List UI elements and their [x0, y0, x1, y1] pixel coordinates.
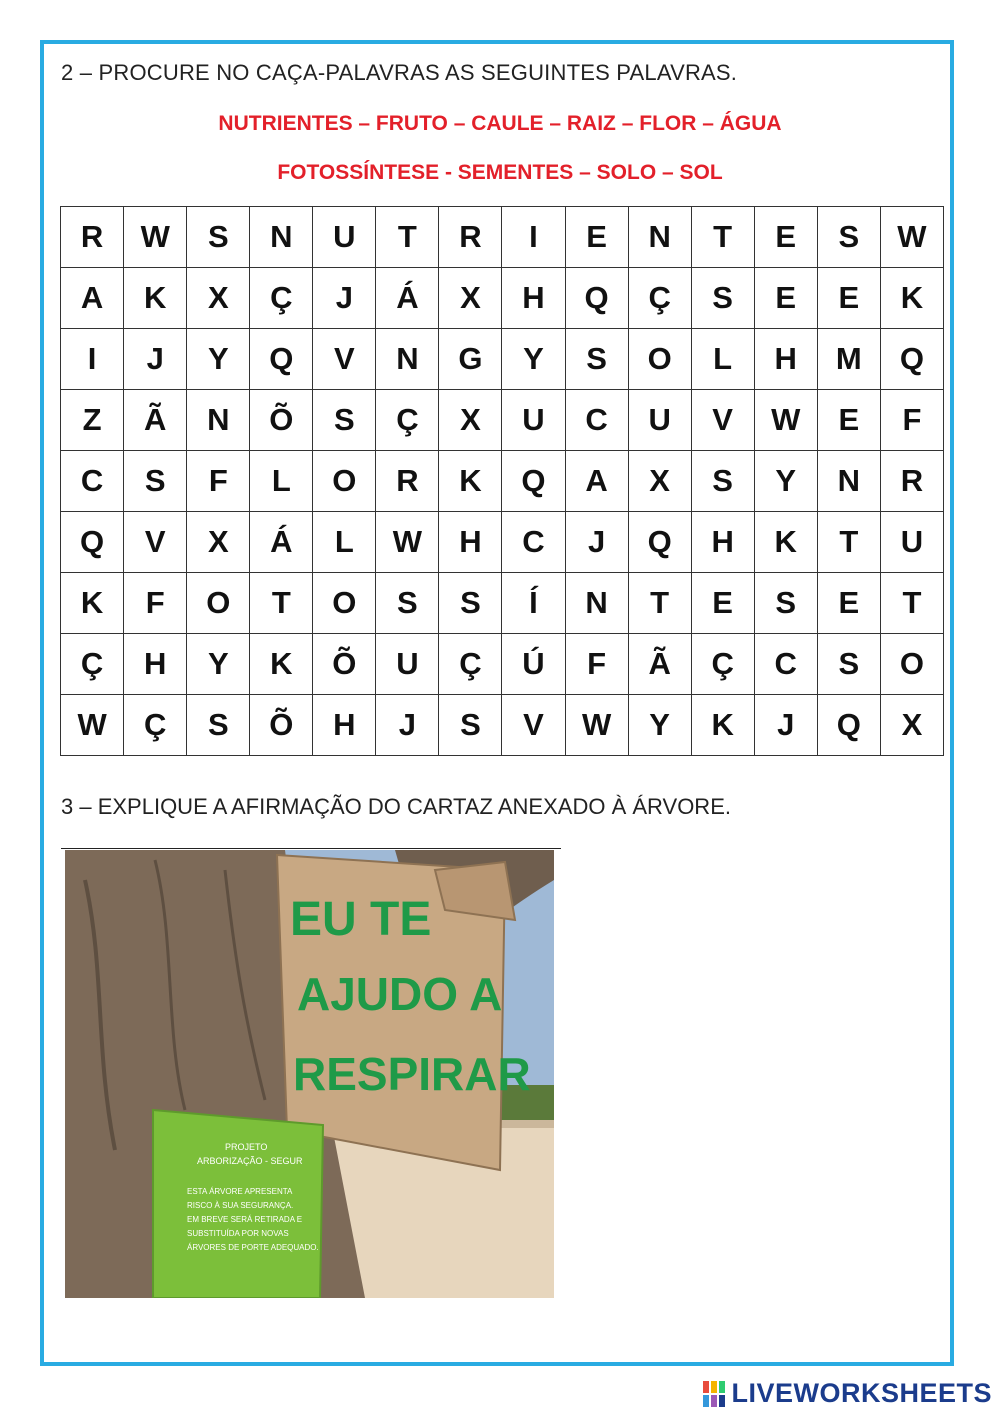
- answer-line[interactable]: [61, 848, 561, 849]
- plaque-body-2: RISCO À SUA SEGURANÇA.: [187, 1201, 294, 1210]
- grid-cell[interactable]: T: [250, 573, 313, 634]
- grid-cell[interactable]: T: [691, 207, 754, 268]
- grid-cell[interactable]: Ã: [628, 634, 691, 695]
- grid-cell[interactable]: E: [565, 207, 628, 268]
- grid-row: [61, 451, 944, 512]
- grid-cell[interactable]: A: [61, 268, 124, 329]
- grid-cell[interactable]: N: [376, 329, 439, 390]
- grid-cell[interactable]: U: [502, 390, 565, 451]
- grid-cell[interactable]: N: [187, 390, 250, 451]
- grid-cell[interactable]: H: [313, 695, 376, 756]
- plaque-body-4: SUBSTITUÍDA POR NOVAS: [187, 1229, 289, 1238]
- grid-cell[interactable]: K: [61, 573, 124, 634]
- grid-row: [61, 390, 944, 451]
- grid-cell[interactable]: U: [313, 207, 376, 268]
- grid-cell[interactable]: N: [817, 451, 880, 512]
- grid-cell[interactable]: J: [565, 512, 628, 573]
- grid-cell[interactable]: S: [565, 329, 628, 390]
- grid-cell[interactable]: J: [313, 268, 376, 329]
- grid-cell[interactable]: Ç: [376, 390, 439, 451]
- grid-cell[interactable]: O: [628, 329, 691, 390]
- grid-cell[interactable]: X: [187, 268, 250, 329]
- grid-cell[interactable]: T: [628, 573, 691, 634]
- grid-cell[interactable]: N: [628, 207, 691, 268]
- grid-cell[interactable]: J: [754, 695, 817, 756]
- grid-cell[interactable]: W: [754, 390, 817, 451]
- grid-cell[interactable]: E: [754, 268, 817, 329]
- grid-cell[interactable]: Ã: [124, 390, 187, 451]
- grid-row: [61, 573, 944, 634]
- grid-cell[interactable]: O: [313, 573, 376, 634]
- grid-cell[interactable]: S: [691, 451, 754, 512]
- grid-cell[interactable]: F: [187, 451, 250, 512]
- grid-cell[interactable]: H: [691, 512, 754, 573]
- grid-cell[interactable]: X: [439, 268, 502, 329]
- grid-cell[interactable]: U: [376, 634, 439, 695]
- question-2-prompt: 2 – PROCURE NO CAÇA-PALAVRAS AS SEGUINTES PALAVRAS.: [61, 60, 738, 85]
- grid-cell[interactable]: A: [565, 451, 628, 512]
- grid-cell[interactable]: T: [376, 207, 439, 268]
- grid-cell[interactable]: J: [376, 695, 439, 756]
- grid-cell[interactable]: W: [880, 207, 943, 268]
- grid-cell[interactable]: Ç: [124, 695, 187, 756]
- grid-cell[interactable]: Q: [61, 512, 124, 573]
- grid-cell[interactable]: Q: [817, 695, 880, 756]
- grid-cell[interactable]: C: [565, 390, 628, 451]
- grid-cell[interactable]: N: [250, 207, 313, 268]
- grid-cell[interactable]: Y: [754, 451, 817, 512]
- grid-cell[interactable]: W: [376, 512, 439, 573]
- grid-cell[interactable]: L: [691, 329, 754, 390]
- grid-cell[interactable]: M: [817, 329, 880, 390]
- grid-cell[interactable]: S: [187, 695, 250, 756]
- grid-cell[interactable]: S: [817, 634, 880, 695]
- grid-cell[interactable]: X: [187, 512, 250, 573]
- grid-cell[interactable]: S: [124, 451, 187, 512]
- grid-cell[interactable]: Z: [61, 390, 124, 451]
- grid-cell[interactable]: S: [187, 207, 250, 268]
- grid-cell[interactable]: O: [187, 573, 250, 634]
- grid-cell[interactable]: Ç: [61, 634, 124, 695]
- grid-cell[interactable]: L: [313, 512, 376, 573]
- grid-cell[interactable]: S: [691, 268, 754, 329]
- grid-cell[interactable]: Y: [628, 695, 691, 756]
- grid-cell[interactable]: S: [376, 573, 439, 634]
- sign-text-line-2: AJUDO A: [297, 968, 503, 1020]
- grid-cell[interactable]: S: [439, 695, 502, 756]
- grid-cell[interactable]: E: [691, 573, 754, 634]
- grid-cell[interactable]: Ç: [439, 634, 502, 695]
- grid-cell[interactable]: X: [628, 451, 691, 512]
- grid-cell[interactable]: T: [880, 573, 943, 634]
- word-search-grid: [60, 206, 944, 756]
- grid-cell[interactable]: Q: [250, 329, 313, 390]
- grid-cell[interactable]: L: [250, 451, 313, 512]
- grid-cell[interactable]: E: [817, 573, 880, 634]
- sign-text-line-1: EU TE: [290, 893, 432, 946]
- grid-cell[interactable]: S: [313, 390, 376, 451]
- grid-cell[interactable]: C: [61, 451, 124, 512]
- grid-cell[interactable]: S: [439, 573, 502, 634]
- grid-cell[interactable]: N: [565, 573, 628, 634]
- grid-cell[interactable]: K: [691, 695, 754, 756]
- grid-cell[interactable]: V: [691, 390, 754, 451]
- grid-cell[interactable]: U: [628, 390, 691, 451]
- grid-cell[interactable]: R: [61, 207, 124, 268]
- brand-text: LIVEWORKSHEETS: [731, 1378, 992, 1408]
- grid-cell[interactable]: Á: [376, 268, 439, 329]
- grid-row: [61, 695, 944, 756]
- grid-cell[interactable]: Y: [187, 634, 250, 695]
- grid-cell[interactable]: W: [61, 695, 124, 756]
- grid-cell[interactable]: K: [124, 268, 187, 329]
- grid-cell[interactable]: O: [313, 451, 376, 512]
- grid-cell[interactable]: I: [61, 329, 124, 390]
- grid-cell[interactable]: K: [754, 512, 817, 573]
- grid-cell[interactable]: Ç: [628, 268, 691, 329]
- grid-cell[interactable]: Õ: [250, 390, 313, 451]
- tree-photo: [65, 850, 554, 1298]
- grid-cell[interactable]: S: [817, 207, 880, 268]
- grid-row: [61, 268, 944, 329]
- grid-cell[interactable]: Y: [187, 329, 250, 390]
- grid-cell[interactable]: G: [439, 329, 502, 390]
- grid-cell[interactable]: R: [439, 207, 502, 268]
- grid-cell[interactable]: K: [880, 268, 943, 329]
- grid-cell[interactable]: W: [565, 695, 628, 756]
- grid-row: [61, 329, 944, 390]
- grid-cell[interactable]: H: [502, 268, 565, 329]
- grid-row: [61, 207, 944, 268]
- grid-cell[interactable]: F: [124, 573, 187, 634]
- plaque-body-3: EM BREVE SERÁ RETIRADA E: [187, 1215, 303, 1224]
- liveworksheets-brand: [703, 1378, 992, 1409]
- grid-cell[interactable]: Í: [502, 573, 565, 634]
- grid-cell[interactable]: F: [565, 634, 628, 695]
- grid-row: [61, 512, 944, 573]
- grid-cell[interactable]: X: [439, 390, 502, 451]
- grid-cell[interactable]: C: [502, 512, 565, 573]
- grid-cell[interactable]: Ç: [250, 268, 313, 329]
- plaque-body-5: ÁRVORES DE PORTE ADEQUADO.: [187, 1243, 319, 1252]
- grid-cell[interactable]: R: [880, 451, 943, 512]
- grid-cell[interactable]: V: [124, 512, 187, 573]
- grid-cell[interactable]: Õ: [313, 634, 376, 695]
- word-list-line-1: NUTRIENTES – FRUTO – CAULE – RAIZ – FLOR – ÁGUA: [218, 112, 782, 135]
- grid-cell[interactable]: Ç: [691, 634, 754, 695]
- grid-cell[interactable]: E: [817, 390, 880, 451]
- grid-cell[interactable]: H: [754, 329, 817, 390]
- question-3-prompt: 3 – EXPLIQUE A AFIRMAÇÃO DO CARTAZ ANEXADO À ÁRVORE.: [61, 794, 731, 819]
- grid-cell[interactable]: Q: [565, 268, 628, 329]
- grid-cell[interactable]: Õ: [250, 695, 313, 756]
- grid-cell[interactable]: V: [502, 695, 565, 756]
- plaque-title: PROJETO: [225, 1142, 268, 1152]
- grid-cell[interactable]: Y: [502, 329, 565, 390]
- grid-cell[interactable]: T: [817, 512, 880, 573]
- grid-cell[interactable]: H: [439, 512, 502, 573]
- grid-cell[interactable]: E: [754, 207, 817, 268]
- grid-cell[interactable]: Q: [502, 451, 565, 512]
- grid-cell[interactable]: X: [880, 695, 943, 756]
- grid-cell[interactable]: K: [250, 634, 313, 695]
- sign-text-line-3: RESPIRAR: [293, 1048, 531, 1100]
- grid-cell[interactable]: J: [124, 329, 187, 390]
- grid-row: [61, 634, 944, 695]
- grid-cell[interactable]: S: [754, 573, 817, 634]
- word-list-line-2: FOTOSSÍNTESE - SEMENTES – SOLO – SOL: [277, 161, 723, 184]
- grid-cell[interactable]: Ú: [502, 634, 565, 695]
- grid-cell[interactable]: O: [880, 634, 943, 695]
- grid-cell[interactable]: Q: [628, 512, 691, 573]
- grid-cell[interactable]: R: [376, 451, 439, 512]
- grid-cell[interactable]: Q: [880, 329, 943, 390]
- grid-cell[interactable]: V: [313, 329, 376, 390]
- grid-cell[interactable]: F: [880, 390, 943, 451]
- plaque-subtitle: ARBORIZAÇÃO - SEGUR: [197, 1156, 303, 1166]
- grid-cell[interactable]: U: [880, 512, 943, 573]
- grid-cell[interactable]: I: [502, 207, 565, 268]
- grid-cell[interactable]: C: [754, 634, 817, 695]
- grid-cell[interactable]: Á: [250, 512, 313, 573]
- grid-cell[interactable]: H: [124, 634, 187, 695]
- grid-cell[interactable]: K: [439, 451, 502, 512]
- grid-cell[interactable]: W: [124, 207, 187, 268]
- plaque-body-1: ESTA ÁRVORE APRESENTA: [187, 1187, 293, 1196]
- grid-cell[interactable]: E: [817, 268, 880, 329]
- liveworksheets-logo-icon: [703, 1381, 725, 1407]
